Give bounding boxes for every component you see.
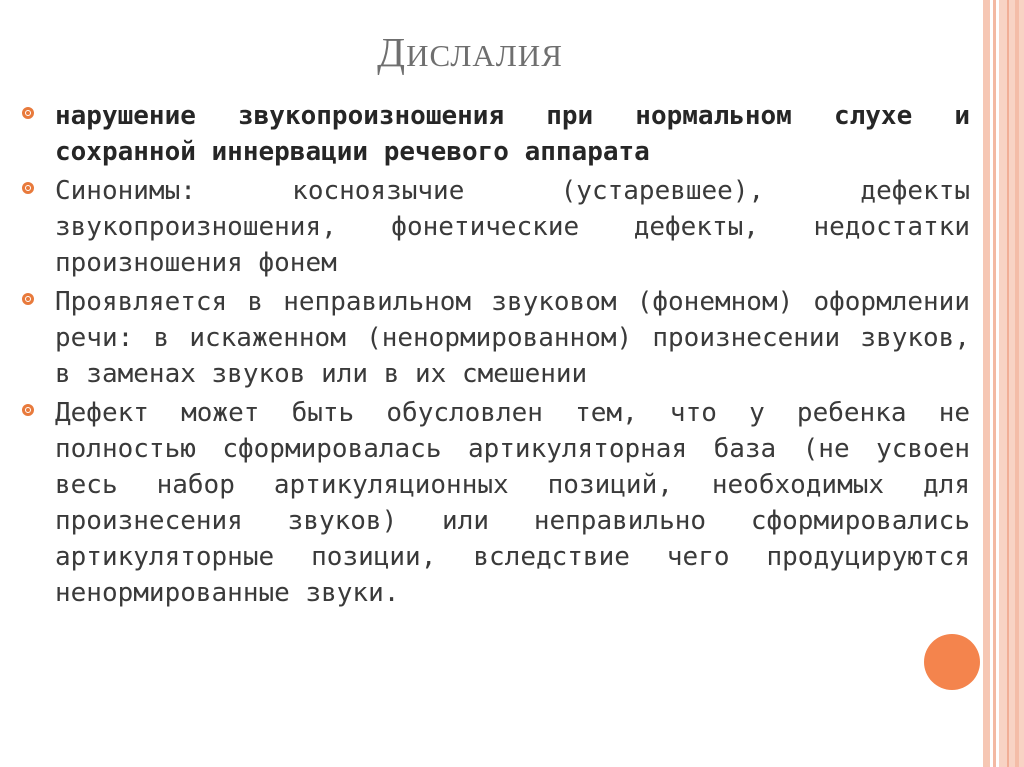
circle-button[interactable] [924, 634, 980, 690]
bullet-icon [22, 293, 34, 305]
item-text: Дефект может быть обусловлен тем, что у ребенка не полностью сформировалась артикуляторная база (не усвоен весь набор артикуляционных позиций, необходимых для произнесения звуков) или неправильно сформировались артикуляторные позиции, вследствие чего продуцируются ненормированные звуки. [55, 398, 970, 608]
bullet-icon [22, 404, 34, 416]
list-item [22, 98, 970, 170]
item-text: Проявляется в неправильном звуковом (фонемном) оформлении речи: в искаженном (ненормированном) произнесении звуков, в заменах звуков или в их смешении [55, 287, 970, 389]
list-item [22, 173, 970, 281]
title-initial: Д [377, 29, 407, 75]
slide-title [0, 28, 940, 76]
item-text: Синонимы: косноязычие (устаревшее), дефекты звукопроизношения, фонетические дефекты, недостатки произношения фонем [55, 176, 970, 278]
title-rest: ИСЛАЛИЯ [406, 38, 563, 73]
bullet-icon [22, 107, 34, 119]
decor-stripe [1015, 0, 1019, 767]
decor-stripe [983, 0, 990, 767]
decor-stripe [993, 0, 996, 767]
decor-stripe [1007, 0, 1009, 767]
list-item [22, 395, 970, 611]
bullet-icon [22, 182, 34, 194]
list-item [22, 284, 970, 392]
item-text: нарушение звукопроизношения при нормальном слухе и сохранной иннервации речевого аппарата [55, 101, 970, 167]
decor-stripe [999, 0, 1024, 767]
bullet-list [22, 98, 970, 614]
